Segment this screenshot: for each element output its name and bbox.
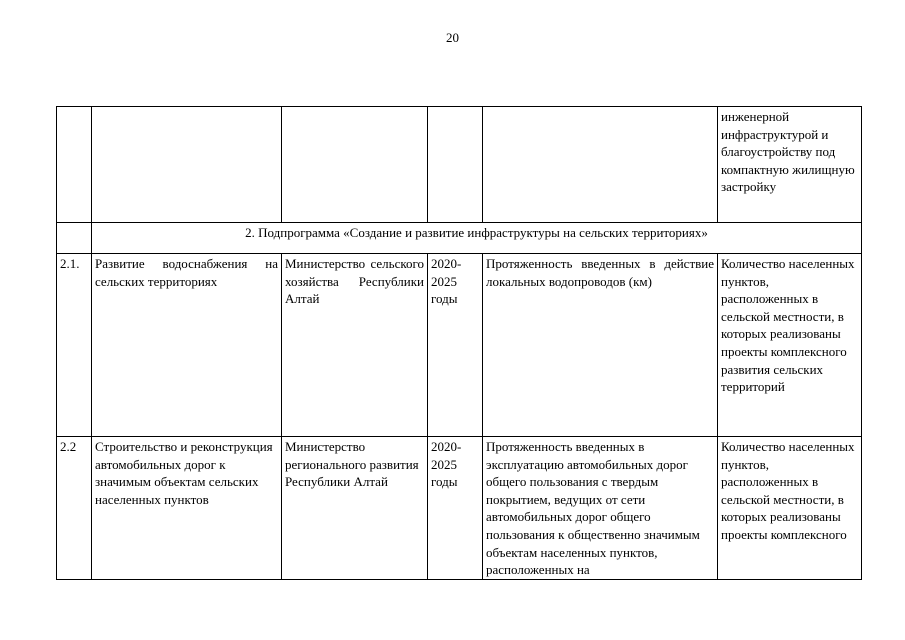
section-heading: 2. Подпрограмма «Создание и развитие инфраструктуры на сельских территориях» (92, 223, 862, 254)
program-table (56, 106, 862, 580)
table-row-section-heading (57, 223, 862, 254)
cell-name: Строительство и реконструкция автомобильных дорог к значимым объектам сельских населенных пунктов (92, 437, 282, 580)
cell-name (92, 107, 282, 223)
cell-num (57, 107, 92, 223)
cell-executor (282, 107, 428, 223)
cell-executor: Министерство регионального развития Республики Алтай (282, 437, 428, 580)
cell-period (428, 107, 483, 223)
cell-num: 2.2 (57, 437, 92, 580)
cell-indicator2: Количество населенных пунктов, расположенных в сельской местности, в которых реализованы проекты комплексного (718, 437, 862, 580)
cell-indicator2: инженерной инфраструктурой и благоустройству под компактную жилищную застройку (718, 107, 862, 223)
page-number: 20 (446, 30, 459, 45)
cell-indicator1: Протяженность введенных в действие локальных водопроводов (км) (483, 254, 718, 437)
cell-executor: Министерство сельского хозяйства Республики Алтай (282, 254, 428, 437)
cell-period: 2020-2025 годы (428, 254, 483, 437)
cell-period: 2020-2025 годы (428, 437, 483, 580)
table-row-continuation (57, 107, 862, 223)
table-row (57, 437, 862, 580)
cell-indicator1 (483, 107, 718, 223)
table-row (57, 254, 862, 437)
cell-num (57, 223, 92, 254)
cell-indicator2: Количество населенных пунктов, расположенных в сельской местности, в которых реализованы проекты комплексного развития сельских территорий (718, 254, 862, 437)
cell-name: Развитие водоснабжения на сельских территориях (92, 254, 282, 437)
cell-num: 2.1. (57, 254, 92, 437)
cell-indicator1: Протяженность введенных в эксплуатацию автомобильных дорог общего пользования с твердым покрытием, ведущих от сети автомобильных дорог общего пользования к общественно значимым объектам населенных пунктов, расположенных на (483, 437, 718, 580)
